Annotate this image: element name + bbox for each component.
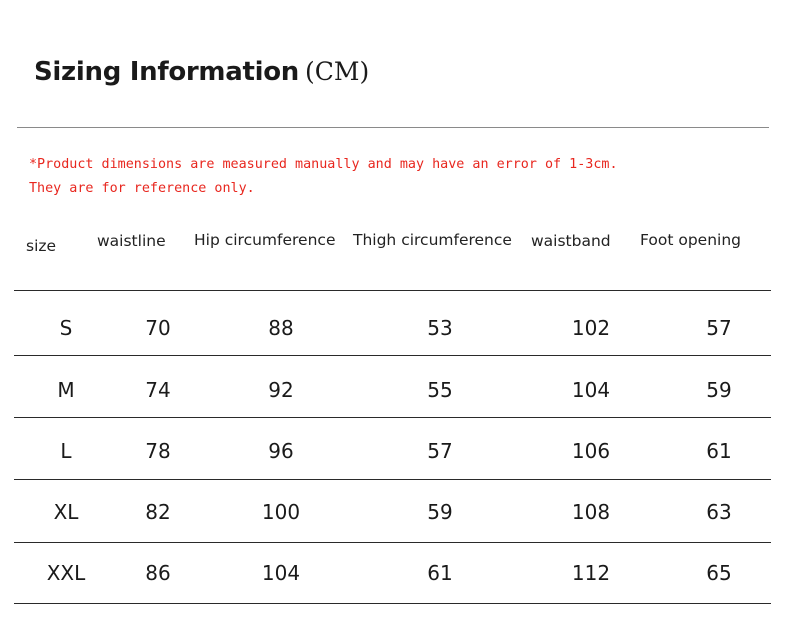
cell-waistline: 70	[145, 316, 171, 340]
header-waistband: waistband	[531, 232, 611, 250]
cell-foot-opening: 65	[706, 561, 732, 585]
cell-foot-opening: 59	[706, 378, 732, 402]
header-waistline: waistline	[97, 232, 166, 250]
cell-waistline: 82	[145, 500, 171, 524]
cell-size: XXL	[46, 561, 86, 585]
cell-waistband: 104	[571, 378, 611, 402]
header-thigh-circumference: Thigh circumference	[353, 231, 512, 249]
row-divider	[14, 542, 771, 543]
cell-waistband: 108	[571, 500, 611, 524]
cell-waistline: 86	[145, 561, 171, 585]
cell-hip-circumference: 100	[261, 500, 301, 524]
cell-size: M	[57, 378, 75, 402]
cell-hip-circumference: 88	[268, 316, 294, 340]
header-foot-opening: Foot opening	[640, 231, 741, 249]
row-divider	[14, 479, 771, 480]
cell-thigh-circumference: 55	[427, 378, 453, 402]
cell-foot-opening: 57	[706, 316, 732, 340]
row-divider	[14, 417, 771, 418]
cell-waistline: 78	[145, 439, 171, 463]
cell-waistband: 112	[571, 561, 611, 585]
cell-foot-opening: 61	[706, 439, 732, 463]
note-line-2: They are for reference only.	[29, 181, 255, 196]
cell-size: XL	[53, 500, 79, 524]
row-divider	[14, 603, 771, 604]
row-divider	[14, 290, 771, 291]
cell-thigh-circumference: 61	[427, 561, 453, 585]
header-size: size	[26, 237, 57, 255]
cell-foot-opening: 63	[706, 500, 732, 524]
cell-waistband: 102	[571, 316, 611, 340]
row-divider	[14, 355, 771, 356]
cell-size: L	[60, 439, 72, 463]
cell-hip-circumference: 104	[261, 561, 301, 585]
title	[34, 57, 369, 87]
cell-size: S	[59, 316, 73, 340]
cell-waistband: 106	[571, 439, 611, 463]
cell-thigh-circumference: 59	[427, 500, 453, 524]
header-hip-circumference: Hip circumference	[194, 231, 336, 249]
title-unit: (CM)	[305, 57, 370, 86]
title-main: Sizing Information	[34, 57, 299, 87]
cell-hip-circumference: 92	[268, 378, 294, 402]
cell-waistline: 74	[145, 378, 171, 402]
note-line-1: *Product dimensions are measured manually and may have an error of 1-3cm.	[29, 157, 618, 172]
cell-thigh-circumference: 53	[427, 316, 453, 340]
cell-hip-circumference: 96	[268, 439, 294, 463]
cell-thigh-circumference: 57	[427, 439, 453, 463]
title-divider	[17, 127, 769, 128]
